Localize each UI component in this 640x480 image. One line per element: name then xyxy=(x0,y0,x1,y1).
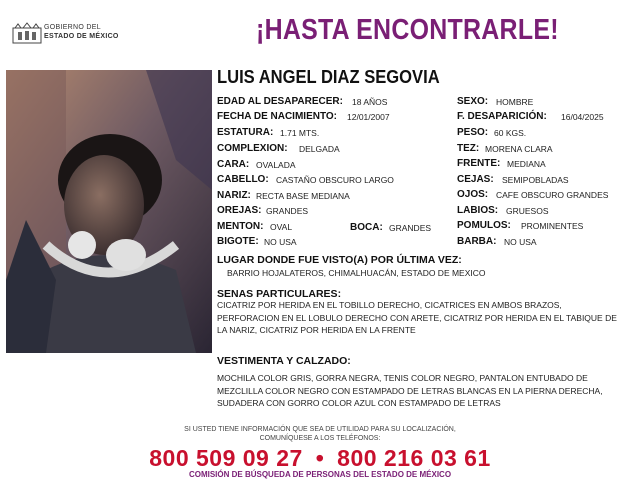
labios-value: GRUESOS xyxy=(506,206,549,216)
nacimiento-value: 12/01/2007 xyxy=(347,112,390,122)
estatura-label: ESTATURA: xyxy=(217,127,274,138)
phone-separator: • xyxy=(315,445,325,471)
person-name: LUIS ANGEL DIAZ SEGOVIA xyxy=(217,67,440,87)
peso-label: PESO: xyxy=(457,127,489,138)
vestimenta-value: MOCHILA COLOR GRIS, GORRA NEGRA, TENIS COLOR NEGRO, PANTALON ENTUBADO DE MEZCLILLA COLOR NEGRO CON ESTAMPADO DE LETRAS BLANCAS EN LA PIERNA DERECHA, SUDADERA CON GORRO COLOR AZUL CON ESTAMPADO DE LETRAS xyxy=(217,373,603,408)
barba-value: NO USA xyxy=(504,237,537,247)
sexo-label: SEXO: xyxy=(457,96,489,107)
tez-label: TEZ: xyxy=(457,143,480,154)
government-label: GOBIERNO DEL xyxy=(44,24,101,31)
cara-value: OVALADA xyxy=(256,160,296,170)
phone-numbers xyxy=(108,445,532,472)
nacimiento-label: FECHA DE NACIMIENTO: xyxy=(217,111,337,122)
contact-note xyxy=(120,426,520,443)
cejas-label: CEJAS: xyxy=(457,174,494,185)
state-label: ESTADO DE MÉXICO xyxy=(44,33,119,40)
menton-value: OVAL xyxy=(270,222,293,232)
contact-note-line1: SI USTED TIENE INFORMACIÓN QUE SEA DE UTILIDAD PARA SU LOCALIZACIÓN, xyxy=(184,426,456,433)
ojos-value: CAFE OBSCURO GRANDES xyxy=(496,190,609,200)
edad-label: EDAD AL DESAPARECER: xyxy=(217,96,343,107)
sexo-value: HOMBRE xyxy=(496,97,534,107)
estatura-value: 1.71 MTS. xyxy=(280,128,320,138)
vestimenta-label: VESTIMENTA Y CALZADO: xyxy=(217,355,351,367)
nariz-value: RECTA BASE MEDIANA xyxy=(256,191,350,201)
nariz-label: NARIZ: xyxy=(217,190,251,201)
commission-name: COMISIÓN DE BÚSQUEDA DE PERSONAS DEL ESTADO DE MÉXICO xyxy=(188,470,452,479)
senas-label: SENAS PARTICULARES: xyxy=(217,288,342,300)
desaparicion-value: 16/04/2025 xyxy=(561,112,604,122)
edad-value: 18 AÑOS xyxy=(352,97,388,107)
complexion-value: DELGADA xyxy=(299,144,340,154)
bigote-value: NO USA xyxy=(264,237,297,247)
lugar-value: BARRIO HOJALATEROS, CHIMALHUACÁN, ESTADO DE MEXICO xyxy=(227,268,486,278)
cejas-value: SEMIPOBLADAS xyxy=(502,175,569,185)
phone-number-2[interactable]: 800 216 03 61 xyxy=(337,445,491,471)
menton-label: MENTON: xyxy=(217,221,264,232)
boca-label: BOCA: xyxy=(350,222,383,233)
pomulos-label: POMULOS: xyxy=(457,220,511,231)
lugar-label: LUGAR DONDE FUE VISTO(A) POR ÚLTIMA VEZ: xyxy=(217,254,462,266)
senas-value: CICATRIZ POR HERIDA EN EL TOBILLO DERECHO, CICATRICES EN AMBOS BRAZOS, PERFORACION EN EL LOBULO DERECHO CON ARETE, CICATRIZ POR HERIDA EN EL TABIQUE DE LA NARIZ, CICATRIZ POR HERIDA EN LA FRENTE xyxy=(217,300,617,335)
cara-label: CARA: xyxy=(217,159,250,170)
orejas-value: GRANDES xyxy=(266,206,309,216)
page-headline: ¡HASTA ENCONTRARLE! xyxy=(256,14,559,46)
complexion-label: COMPLEXION: xyxy=(217,143,288,154)
cabello-label: CABELLO: xyxy=(217,174,269,185)
tez-value: MORENA CLARA xyxy=(485,144,553,154)
missing-person-photo xyxy=(6,70,212,353)
phone-number-1[interactable]: 800 509 09 27 xyxy=(149,445,303,471)
bigote-label: BIGOTE: xyxy=(217,236,259,247)
pomulos-value: PROMINENTES xyxy=(521,221,584,231)
barba-label: BARBA: xyxy=(457,236,497,247)
ojos-label: OJOS: xyxy=(457,189,489,200)
peso-value: 60 KGS. xyxy=(494,128,527,138)
contact-note-line2: COMUNÍQUESE A LOS TELÉFONOS: xyxy=(259,434,381,442)
labios-label: LABIOS: xyxy=(457,205,499,216)
desaparicion-label: F. DESAPARICIÓN: xyxy=(457,111,547,122)
frente-label: FRENTE: xyxy=(457,158,501,169)
boca-value: GRANDES xyxy=(389,223,432,233)
frente-value: MEDIANA xyxy=(507,159,546,169)
state-seal-icon xyxy=(12,22,42,44)
orejas-label: OREJAS: xyxy=(217,205,262,216)
cabello-value: CASTAÑO OBSCURO LARGO xyxy=(276,175,394,185)
